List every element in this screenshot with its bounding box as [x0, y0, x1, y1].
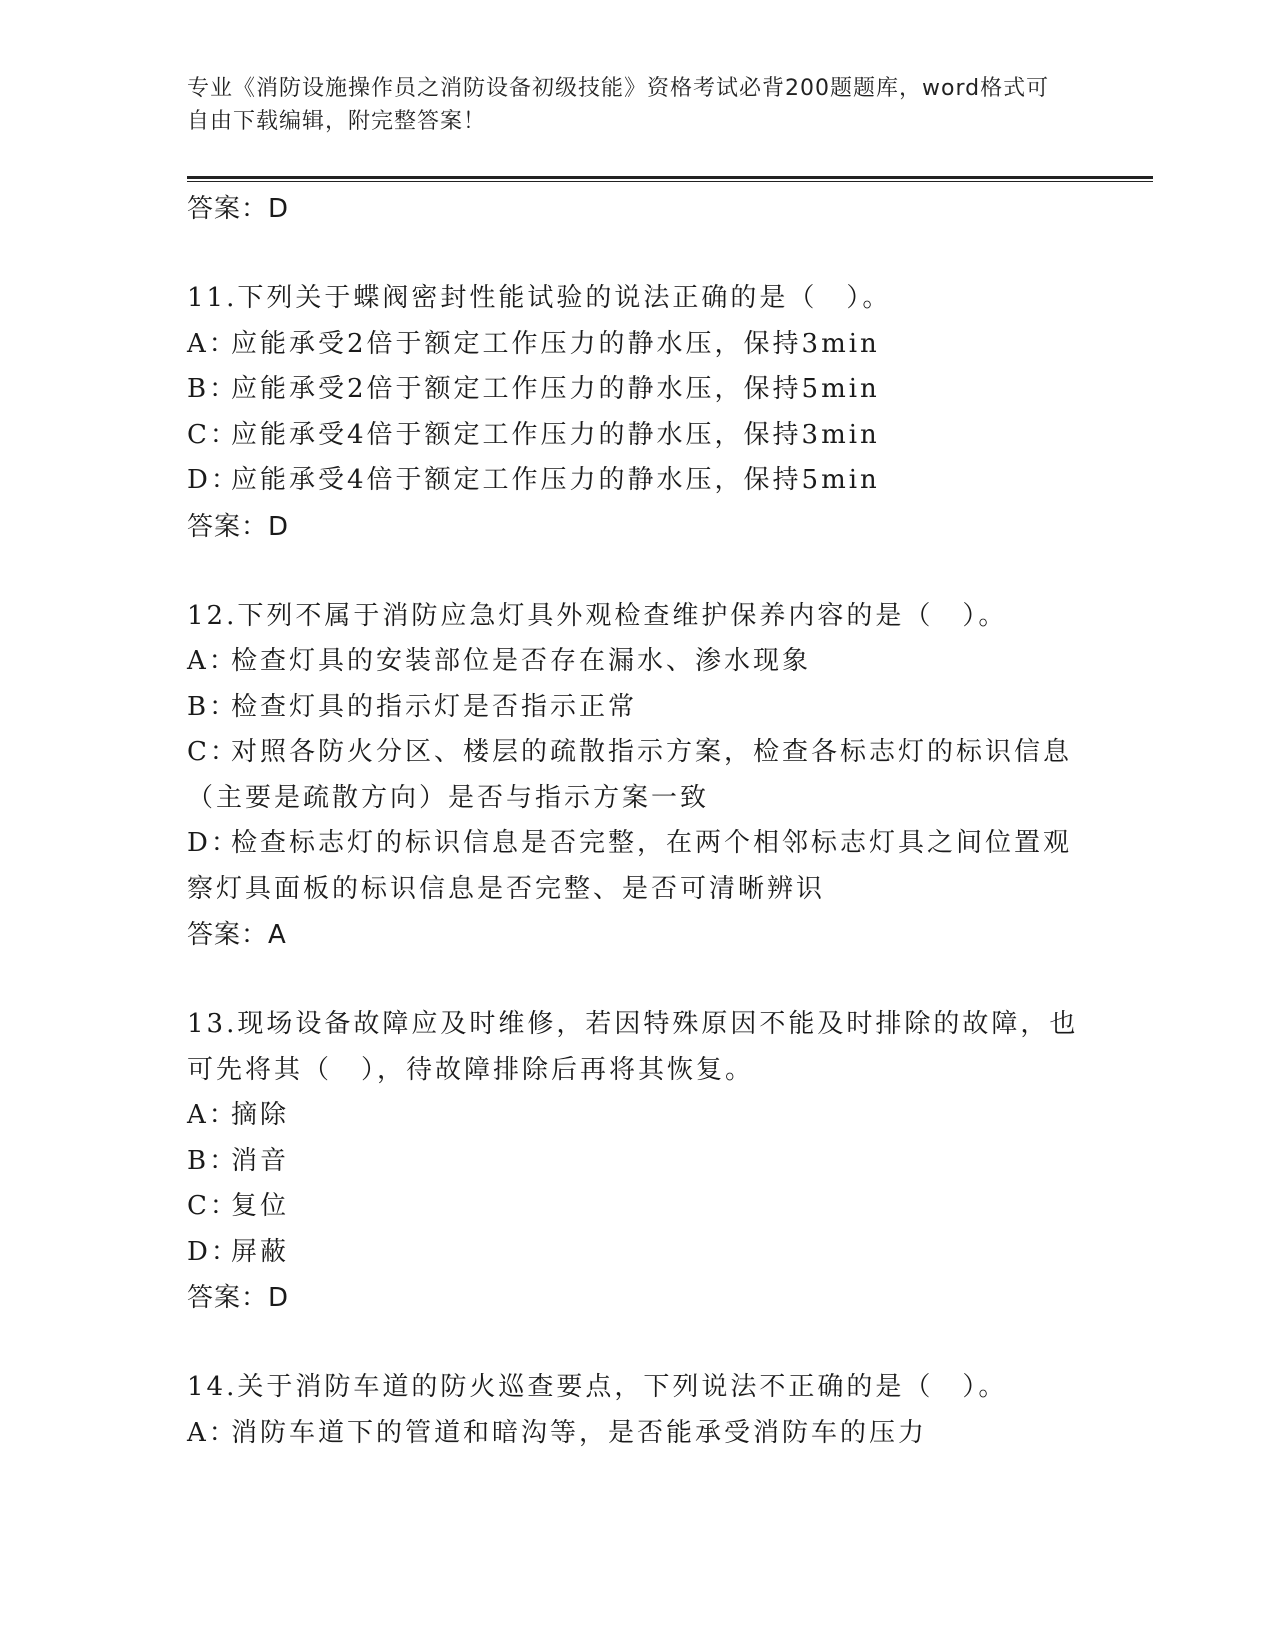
option-text: 屏蔽: [231, 1236, 290, 1267]
question-14-stem: 14.关于消防车道的防火巡查要点，下列说法不正确的是（ ）。: [187, 1372, 1008, 1402]
question-12-option-d: [187, 821, 1087, 912]
page-header: 专业《消防设施操作员之消防设备初级技能》资格考试必背200题题库，word格式可自由下载编辑，附完整答案！: [187, 76, 1050, 134]
option-letter: A：: [187, 1100, 238, 1130]
option-text: 应能承受2倍于额定工作压力的静水压，保持3min: [231, 328, 880, 359]
option-text: 对照各防火分区、楼层的疏散指示方案，检查各标志灯的标识信息（主要是疏散方向）是否与指示方案一致: [187, 737, 1073, 813]
question-13-option-b: [187, 1139, 1087, 1185]
header-rule: [187, 176, 1153, 179]
question-11-stem: 11.下列关于蝶阀密封性能试验的说法正确的是（ ）。: [187, 283, 892, 313]
option-letter: D：: [187, 465, 240, 495]
question-12-answer: 答案：A: [187, 920, 287, 950]
option-letter: D：: [187, 1236, 240, 1267]
option-text: 应能承受2倍于额定工作压力的静水压，保持5min: [231, 374, 880, 404]
option-letter: D：: [187, 828, 240, 858]
option-letter: C：: [187, 737, 239, 767]
option-text: 应能承受4倍于额定工作压力的静水压，保持3min: [231, 419, 880, 450]
header-rule-thin: [187, 181, 1153, 182]
option-letter: B：: [187, 374, 239, 404]
question-14-option-a: [187, 1411, 1087, 1457]
question-12-option-a: [187, 639, 1087, 685]
option-text: 消防车道下的管道和暗沟等，是否能承受消防车的压力: [231, 1417, 928, 1448]
question-12-option-b: [187, 685, 1087, 731]
option-letter: B：: [187, 691, 239, 722]
option-text: 检查标志灯的标识信息是否完整，在两个相邻标志灯具之间位置观察灯具面板的标识信息是否完整、是否可清晰辨识: [187, 828, 1073, 904]
question-11-option-b: [187, 367, 1087, 413]
option-letter: C：: [187, 419, 239, 450]
previous-answer: 答案：D: [187, 194, 290, 224]
question-list: [187, 186, 1087, 1456]
option-letter: A：: [187, 1417, 238, 1448]
question-11-answer: 答案：D: [187, 511, 290, 542]
option-text: 检查灯具的安装部位是否存在漏水、渗水现象: [231, 646, 812, 676]
option-text: 消音: [231, 1145, 290, 1176]
option-letter: A：: [187, 328, 238, 359]
question-13-option-c: [187, 1184, 1087, 1230]
option-text: 摘除: [231, 1100, 290, 1130]
option-text: 复位: [231, 1191, 290, 1221]
question-13-option-a: [187, 1093, 1087, 1139]
question-11-option-a: [187, 322, 1087, 368]
option-letter: A：: [187, 646, 238, 676]
question-13-answer: 答案：D: [187, 1283, 290, 1313]
question-11-option-c: [187, 413, 1087, 459]
question-11-option-d: [187, 458, 1087, 504]
option-letter: C：: [187, 1191, 239, 1221]
option-letter: B：: [187, 1145, 239, 1176]
option-text: 检查灯具的指示灯是否指示正常: [231, 691, 638, 722]
question-12-option-c: [187, 730, 1087, 821]
question-13-stem: 13.现场设备故障应及时维修，若因特殊原因不能及时排除的故障，也可先将其（ ），待故障排除后再将其恢复。: [187, 1009, 1079, 1085]
option-text: 应能承受4倍于额定工作压力的静水压，保持5min: [231, 465, 880, 495]
question-12-stem: 12.下列不属于消防应急灯具外观检查维护保养内容的是（ ）。: [187, 600, 1008, 631]
question-13-option-d: [187, 1230, 1087, 1276]
